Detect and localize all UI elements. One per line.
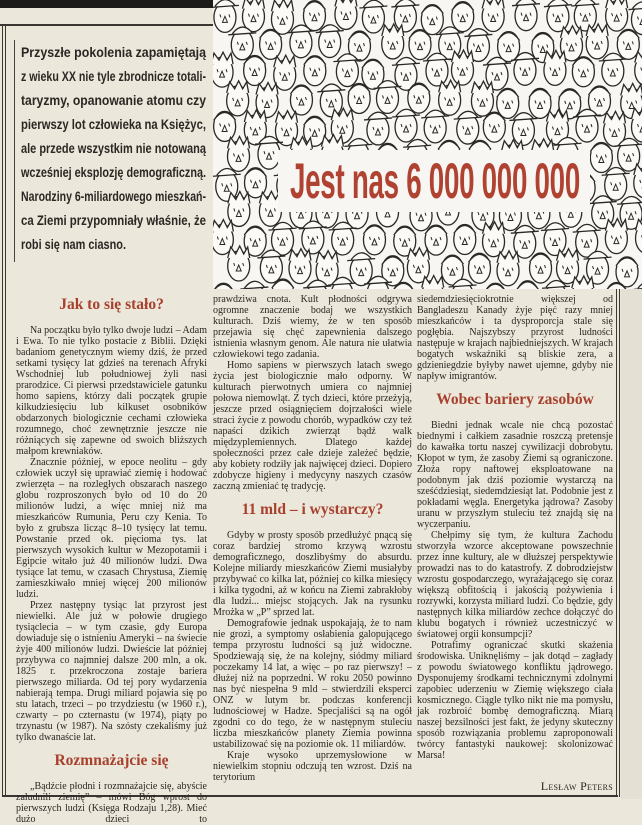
face-icon <box>290 85 312 115</box>
face-icon <box>316 25 344 58</box>
face-icon <box>571 0 599 31</box>
face-icon <box>544 0 572 32</box>
face-icon <box>423 53 451 86</box>
face-icon <box>617 29 639 59</box>
face-icon <box>335 0 357 29</box>
column-middle <box>213 294 412 783</box>
lede-line: Narodziny 6-miliardowego mieszkań- <box>21 184 206 208</box>
page-margin <box>621 288 642 799</box>
lede-line: ca Ziemi przypomniały właśnie, że <box>21 208 206 232</box>
frame-right-rule <box>616 288 620 797</box>
paragraph: „Bądźcie płodni i rozmnażajcie się, abyście zaludnili ziemię” – mówi Bóg wprost do pierwszych ludzi (Księga Rodzaju 1,28). Mieć dużo dzieci to <box>16 781 207 825</box>
face-icon <box>483 57 511 90</box>
face-icon <box>590 143 612 173</box>
section-heading: 11 mld – i wystarczy? <box>213 501 412 519</box>
face-icon <box>364 112 392 145</box>
face-icon <box>421 5 443 35</box>
paragraph: Gdyby w prosty sposób przedłużyć pnącą się coraz bardziej stromo krzywą wzrostu demograficznego, doszlibyśmy do absurdu. Kolejne miliardy mieszkańców Ziemi musiałyby przybywać co kilka lat, później co kilka miesięcy i kilka tygodni, aż w końcu na Ziemi zabrakłoby dla ludzi... miejsc stojących. Jak na rysunku Mrożka w „P” sprzed lat. <box>213 530 412 618</box>
face-icon <box>408 83 430 113</box>
face-icon <box>274 55 296 90</box>
face-icon <box>228 27 256 60</box>
face-icon <box>632 107 642 142</box>
face-icon <box>471 81 493 116</box>
face-icon <box>422 276 444 289</box>
lede <box>14 40 212 262</box>
paragraph: Znacznie później, w epoce neolitu – gdy człowiek uczył się uprawiać ziemię i hodować zwierzęta – na rozległych obszarach naszego globu rozproszonych było od 10 do 20 milionów ludzi, a więc mniej niż ma mieszkańców Rumunia, Peru czy Kenia. To było z grubsza licząc 8–10 tysięcy lat temu. Powstanie przed ok. pięcioma tys. lat pierwszych wysokich kultur w Mezopotamii i Egipcie witało już 40 milionów ludzi. Dwa tysiące lat temu, w czasach Chrystusa, Ziemię zamieszkiwało mniej więcej 200 milionów ludzi. <box>16 457 207 600</box>
face-icon <box>271 0 293 34</box>
face-icon <box>363 225 385 255</box>
face-icon <box>289 249 311 284</box>
lede-line: robi się nam ciasno. <box>21 232 126 256</box>
face-icon <box>482 0 504 32</box>
face-icon <box>483 112 505 142</box>
face-icon <box>512 0 540 31</box>
paragraph: Przez następny tysiąc lat przyrost jest niewielki. Ale już w połowie drugiego tysiąclecia – w tym czasie, gdy Europa dowiaduje się o istnieniu Ameryki – na świecie żyje 400 milionów ludzi. Dwieście lat później przybywa co najmniej dalsze 200 mln, a ok. 1825 r. przekroczona zostaje bariera pierwszego miliarda. Od tej pory wydarzenia nabierają tempa. Drugi miliard pojawia się po stu latach, trzeci – po trzydziestu (w 1960 r.), czwarty – po czternastu (w 1974), piąty po trzynastu (w 1987). Na szósty czekaliśmy już tylko dwanaście lat. <box>16 600 207 743</box>
lede-line: pierwszy lot człowieka na Księżyc, <box>21 112 206 136</box>
face-icon <box>304 56 326 86</box>
face-icon <box>256 83 278 118</box>
lede-line: Przyszłe pokolenia zapamiętają <box>21 40 206 64</box>
section-heading: Rozmnażajcie się <box>16 752 207 770</box>
face-icon <box>213 283 234 289</box>
face-icon <box>214 111 236 141</box>
face-icon <box>228 246 250 281</box>
paragraph: prawdziwa cnota. Kult płodności odgrywa ogromne znaczenie bodaj we wszystkich kulturach. Dziś wiemy, że w ten sposób przejawia się chęć zapewnienia dalszego istnienia własnym genom. Ale natura nie ułatwia człowiekowi tego zadania. <box>213 294 412 360</box>
face-icon <box>421 110 449 143</box>
face-icon <box>454 225 476 255</box>
column-right <box>417 294 613 793</box>
lede-line: ale przede wszystkim nie notowaną <box>21 136 206 160</box>
face-icon <box>439 80 461 115</box>
face-icon <box>589 196 617 229</box>
top-black-bar <box>0 0 214 8</box>
face-icon <box>260 29 282 59</box>
face-icon <box>287 25 315 58</box>
face-icon <box>541 223 569 256</box>
crowd-illustration <box>213 0 642 289</box>
face-icon <box>602 167 630 200</box>
face-icon <box>452 2 474 32</box>
article-title: Jest nas 6 000 000 000 <box>290 150 580 212</box>
face-icon <box>392 109 420 142</box>
face-icon <box>242 0 264 32</box>
face-icon <box>572 57 594 87</box>
paragraph: Chełpimy się tym, że kultura Zachodu stworzyła wzorce akceptowane powszechnie przez inne kultury, ale w dłuższej perspektywie prowadzi nas to do katastrofy. Z dobrodziejstw wzrostu gospodarczego, wyrażającego się coraz większą obfitością i jakością pożywienia i rozrywki, korzysta miliard ludzi. Co będzie, gdy następnych kilka miliardów zechce dołączyć do klubu bogatych i również uczestniczyć w światowej orgii konsumpcji? <box>417 530 613 640</box>
face-icon <box>257 250 285 283</box>
paragraph: siedemdziesięciokrotnie większej od Bangladeszu Kanady żyje pięć razy mniej mieszkańców i ta dysproporcja stale się pogłębia. Najszybszy przyrost ludności następuje w krajach najbiedniejszych. W krajach bogatych wskaźniki są bliskie zera, a gdzieniegdzie byłyby nawet ujemne, gdyby nie napływ imigrantów. <box>417 294 613 382</box>
section-heading: Jak to się stało? <box>16 296 207 314</box>
face-icon <box>454 111 482 144</box>
paragraph: Kraje wysoko uprzemysłowione w niewielkim stopniu odczują ten wzrost. Dziś na terytorium <box>213 750 412 783</box>
face-icon <box>497 251 519 286</box>
paragraph: Potrafimy ograniczać skutki skażenia środowiska. Uniknęliśmy – jak dotąd – zagłady z powodu światowego konfliktu jądrowego. Dysponujemy środkami technicznymi zdolnymi zapobiec uderzeniu w Ziemię większego ciała kosmicznego. Ciągle tylko nikt nie ma pomysłu, jak rozbroić bombę demograficzną. Miarą naszej bezsilności jest fakt, że jedyny skuteczny sposób rozwiązania problemu zaproponowali twórcy fantastyki naukowej: skolonizować Marsa! <box>417 640 613 761</box>
face-icon <box>409 30 431 60</box>
face-icon <box>599 53 627 86</box>
face-icon <box>227 81 249 116</box>
paragraph: Demografowie jednak uspokajają, że to nam nie grozi, a symptomy osłabienia galopującego tempa przyrostu ludności są już widoczne. Spodziewają się, że na kolejny, siódmy miliard poczekamy 14 lat, a więc – po raz pierwszy! – dłużej niż na poprzedni. W roku 2050 powinno nas być niespełna 9 mld – stwierdzili eksperci ONZ w lutym br. podczas konferencji ludnościowej w Hadze. Specjaliści są na ogół zgodni co do tego, że w następnym stuleciu liczba mieszkańców planety Ziemia powinna ustabilizować się na poziomie ok. 11 miliardów. <box>213 618 412 750</box>
face-icon <box>530 253 552 283</box>
crowd-faces-svg <box>213 0 642 289</box>
face-icon <box>605 219 627 254</box>
face-icon <box>451 50 473 85</box>
lede-line: taryzmy, opanowanie atomu czy <box>21 88 206 112</box>
frame-left-rule <box>2 24 6 796</box>
paragraph: Na początku było tylko dwoje ludzi – Adam i Ewa. To nie tylko postacie z Biblii. Dzięki badaniom genetycznym wiemy dziś, że przed setkami tysięcy lat gdzieś na terenach Afryki Wschodniej lub południowej żyli nasi prarodzice. Ci pierwsi przedstawiciele gatunku homo sapiens, którzy dali początek grupie kilkudziesięciu lub kilkuset osobników obdarzonych biologicznie cechami człowieka rozumnego, choć zewnętrznie jeszcze nie różniących się zapewne od swoich bliższych małpom krewniaków. <box>16 325 207 457</box>
face-icon <box>606 0 628 31</box>
face-icon <box>329 222 357 255</box>
face-icon <box>213 0 239 32</box>
face-icon <box>586 24 608 59</box>
section-heading: Wobec bariery zasobów <box>417 391 613 409</box>
column-left <box>16 294 207 825</box>
face-icon <box>511 225 539 258</box>
face-icon <box>544 50 566 85</box>
frame-top-rule <box>0 24 214 26</box>
lede-line: wcześniej eksplozję demograficzną. <box>21 160 206 184</box>
face-icon <box>529 88 551 118</box>
face-icon <box>382 24 404 59</box>
face-icon <box>468 253 490 283</box>
paragraph: Homo sapiens w pierwszych latach swego życia jest biologicznie mało odporny. W kulturach pierwotnych umiera co najmniej połowa niemowląt. Z tych dzieci, które przeżyją, jeszcze przed osiągnięciem dojrzałości wiele straci życie z powodu chorób, wypadków czy też napaści dzikich zwierząt bądź walk międzyplemiennych. Dlatego każdej społeczności przez całe dzieje zależeć będzie, aby kobiety rodziły jak najwięcej dzieci. Dopiero zdobycze higieny i medycyny naszych czasów zaczną zmieniać tę tradycję. <box>213 360 412 492</box>
face-icon <box>483 222 505 257</box>
face-icon <box>333 54 361 87</box>
paragraph: Biedni jednak wcale nie chcą pozostać biednymi i całkiem zasadnie roszczą pretensje do kawałka tortu naszej cywilizacji dobrobytu. Kłopot w tym, że zasoby Ziemi są ograniczone. Złoża ropy naftowej eksploatowane na podobnym jak dziś poziomie wystarczą na sześćdziesiąt, siedemdziesiąt lat. Podobnie jest z pokładami węgla. Energetyka jądrowa? Zasoby uranu w przyszłym stuleciu też znajdą się na wyczerpaniu. <box>417 420 613 530</box>
lede-line: z wieku XX nie tyle zbrodnicze totali- <box>21 64 206 88</box>
face-icon <box>634 163 642 198</box>
face-icon <box>559 89 581 119</box>
face-icon <box>228 136 250 171</box>
author-signature: Lesław Peters <box>417 779 613 793</box>
face-icon <box>240 281 268 289</box>
